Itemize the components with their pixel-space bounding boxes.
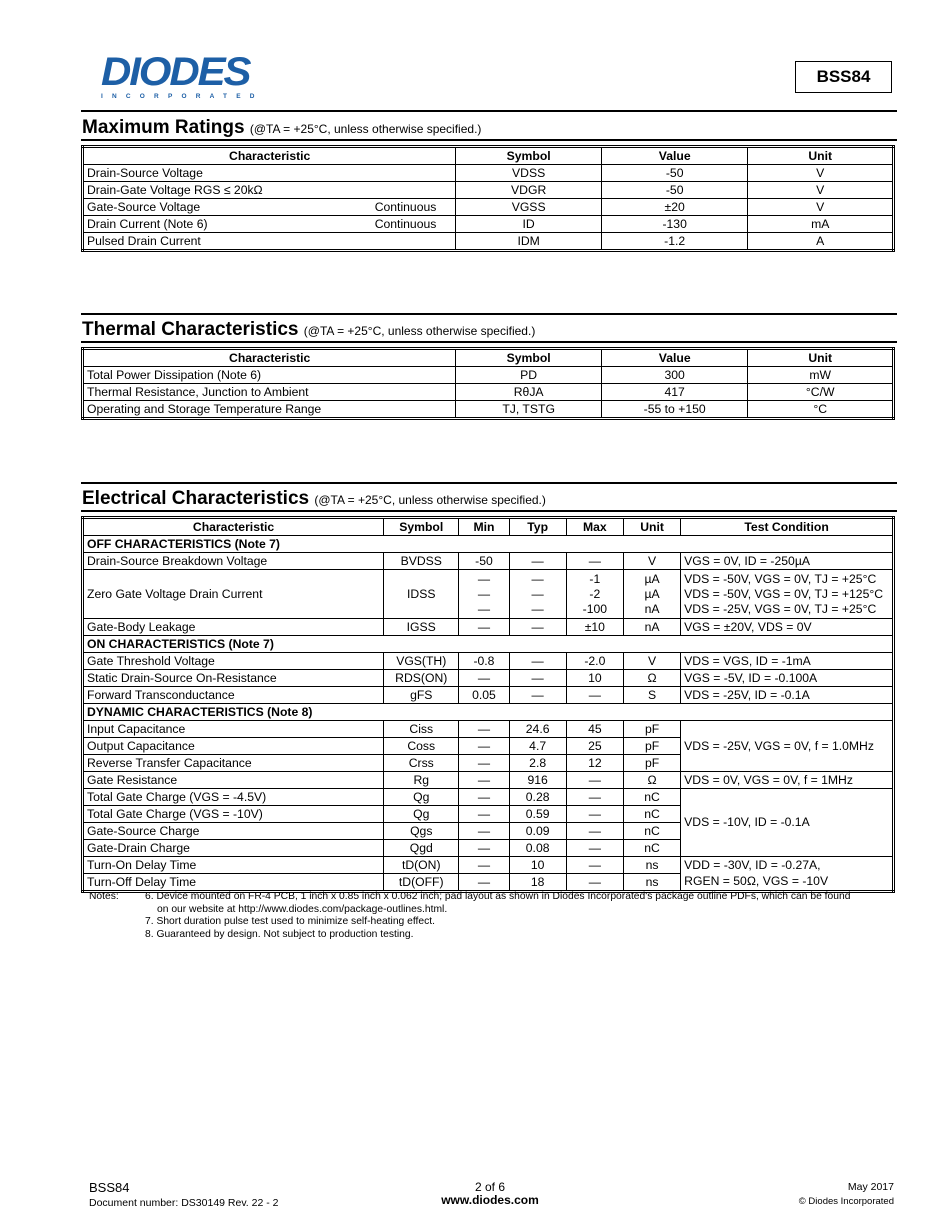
symbol-cell: BVDSS [384,553,459,570]
min-cell: 0.05 [459,687,509,704]
group-row [83,636,894,653]
footer-date: May 2017 [847,1181,894,1193]
group-label: ON CHARACTERISTICS (Note 7) [83,636,894,653]
test-condition-cell: VDD = -30V, ID = -0.27A, [681,857,894,874]
table-header-row [83,349,894,367]
symbol-cell: Coss [384,738,459,755]
characteristic-cell: Pulsed Drain Current [83,233,456,251]
test-condition-cell: RGEN = 50Ω, VGS = -10V [681,874,894,892]
max-value: -2 [589,586,601,601]
table-row [83,874,894,892]
table-header-row [83,147,894,165]
header-cell: Max [566,518,623,536]
table-row [83,570,894,619]
symbol-cell: tD(OFF) [384,874,459,892]
unit-cell: V [623,553,680,570]
max-cell: 45 [566,721,623,738]
unit-cell: V [748,199,894,216]
characteristic-note: Continuous [374,216,437,231]
max-ratings-table [81,145,895,252]
symbol-cell: VGSS [456,199,602,216]
section-rule [81,139,897,141]
max-cell: — [566,789,623,806]
test-condition-cell [681,570,894,619]
characteristic-cell: Gate Resistance [83,772,384,789]
test-condition-cell: VDS = VGS, ID = -1mA [681,653,894,670]
header-cell: Characteristic [83,147,456,165]
symbol-cell: VDSS [456,165,602,182]
min-cell: — [459,755,509,772]
symbol-cell: VDGR [456,182,602,199]
max-ratings-title: Maximum Ratings [82,117,245,138]
unit-cell: V [748,182,894,199]
table-row [83,670,894,687]
electrical-table [81,516,895,893]
footer-copyright: © Diodes Incorporated [798,1196,894,1207]
min-cell: — [459,738,509,755]
table-row [83,199,894,216]
table-row [83,619,894,636]
section-rule [81,341,897,343]
test-condition-cell: VDS = -10V, ID = -0.1A [681,789,894,857]
symbol-cell: tD(ON) [384,857,459,874]
unit-cell: pF [623,738,680,755]
typ-value: — [531,601,544,616]
part-number-box: BSS84 [795,61,892,93]
table-row [83,216,894,233]
unit-cell: Ω [623,772,680,789]
logo-subtitle: INCORPORATED [101,93,264,100]
footer-page-number: 2 of 6 [474,1180,506,1194]
header-cell: Symbol [456,349,602,367]
characteristic-text: Drain Current (Note 6) [87,216,208,231]
characteristic-cell: Output Capacitance [83,738,384,755]
max-value: -100 [582,601,608,616]
min-cell [459,570,509,619]
value-cell: -55 to +150 [601,401,748,419]
symbol-cell: IDM [456,233,602,251]
unit-cell: pF [623,755,680,772]
table-row [83,721,894,738]
table-row [83,401,894,419]
min-cell: -0.8 [459,653,509,670]
typ-value: — [531,571,544,586]
characteristic-cell: Total Power Dissipation (Note 6) [83,367,456,384]
characteristic-cell: Forward Transconductance [83,687,384,704]
group-row [83,704,894,721]
typ-cell: — [509,553,566,570]
header-cell: Characteristic [83,349,456,367]
min-value: — [477,601,491,616]
thermal-title: Thermal Characteristics [82,319,299,340]
value-cell: -130 [601,216,748,233]
min-cell: — [459,670,509,687]
symbol-cell: gFS [384,687,459,704]
symbol-cell: Qg [384,806,459,823]
symbol-cell: Qgs [384,823,459,840]
header-cell: Symbol [456,147,602,165]
min-cell: — [459,789,509,806]
unit-cell: mA [748,216,894,233]
symbol-cell: Ciss [384,721,459,738]
characteristic-cell: Total Gate Charge (VGS = -10V) [83,806,384,823]
section-rule [81,510,897,512]
unit-cell [623,570,680,619]
min-cell: — [459,721,509,738]
thermal-table [81,347,895,420]
condition-line: VDS = -50V, VGS = 0V, TJ = +25°C [684,571,877,586]
unit-cell: ns [623,857,680,874]
header-cell: Symbol [384,518,459,536]
table-header-row [83,518,894,536]
max-ratings-condition: (@TA = +25°C, unless otherwise specified.) [249,122,482,136]
max-cell: — [566,840,623,857]
section-title-thermal [82,319,535,341]
symbol-cell: RDS(ON) [384,670,459,687]
max-cell: — [566,857,623,874]
unit-cell: V [623,653,680,670]
header-cell: Test Condition [681,518,894,536]
value-cell: -50 [601,165,748,182]
notes-block [145,891,895,941]
section-rule [81,482,897,484]
symbol-cell: VGS(TH) [384,653,459,670]
header-rule [81,110,897,112]
typ-cell: 10 [509,857,566,874]
table-row [83,367,894,384]
unit-cell: nC [623,789,680,806]
note-6: 6. Device mounted on FR-4 PCB, 1 inch x 0.85 inch x 0.062 inch; pad layout as shown in Diodes Incorporated's package outline PDFs, which can be found [145,891,851,902]
condition-line: VDS = -50V, VGS = 0V, TJ = +125°C [684,586,884,601]
typ-cell: 24.6 [509,721,566,738]
characteristic-cell [83,216,456,233]
section-rule [81,313,897,315]
min-cell: — [459,840,509,857]
max-cell: ±10 [566,619,623,636]
max-cell: — [566,772,623,789]
value-cell: -1.2 [601,233,748,251]
symbol-cell: RθJA [456,384,602,401]
header-cell: Min [459,518,509,536]
characteristic-cell: Gate-Drain Charge [83,840,384,857]
symbol-cell: TJ, TSTG [456,401,602,419]
header-cell: Unit [748,349,894,367]
typ-value: — [531,586,544,601]
note-7: 7. Short duration pulse test used to minimize self-heating effect. [145,916,435,927]
table-row [83,553,894,570]
unit-cell: A [748,233,894,251]
unit-cell: °C [748,401,894,419]
symbol-cell: Crss [384,755,459,772]
typ-cell: — [509,670,566,687]
typ-cell: — [509,653,566,670]
characteristic-cell: Gate-Body Leakage [83,619,384,636]
unit-cell: °C/W [748,384,894,401]
typ-cell: 0.28 [509,789,566,806]
group-label: OFF CHARACTERISTICS (Note 7) [83,536,894,553]
header-cell: Value [601,147,748,165]
min-cell: — [459,772,509,789]
min-cell: — [459,857,509,874]
symbol-cell: PD [456,367,602,384]
characteristic-cell: Gate Threshold Voltage [83,653,384,670]
min-cell: — [459,619,509,636]
min-cell: — [459,823,509,840]
header-cell: Typ [509,518,566,536]
symbol-cell: IGSS [384,619,459,636]
footer-document-number: Document number: DS30149 Rev. 22 - 2 [89,1197,279,1209]
min-cell: — [459,806,509,823]
characteristic-cell: Drain-Gate Voltage RGS ≤ 20kΩ [83,182,456,199]
unit-cell: nA [623,619,680,636]
test-condition-cell: VDS = -25V, ID = -0.1A [681,687,894,704]
typ-cell: — [509,619,566,636]
max-cell: 25 [566,738,623,755]
notes-label: Notes: [89,891,119,902]
characteristic-cell: Total Gate Charge (VGS = -4.5V) [83,789,384,806]
group-row [83,536,894,553]
header-cell: Unit [748,147,894,165]
characteristic-cell: Drain-Source Voltage [83,165,456,182]
group-label: DYNAMIC CHARACTERISTICS (Note 8) [83,704,894,721]
footer-part-number: BSS84 [89,1180,130,1195]
note-8: 8. Guaranteed by design. Not subject to production testing. [145,928,414,940]
min-cell: -50 [459,553,509,570]
unit-cell: nC [623,806,680,823]
value-cell: -50 [601,182,748,199]
typ-cell [509,570,566,619]
typ-cell: 4.7 [509,738,566,755]
max-cell: — [566,553,623,570]
unit-cell: V [748,165,894,182]
max-cell: — [566,687,623,704]
characteristic-cell: Turn-On Delay Time [83,857,384,874]
symbol-cell: ID [456,216,602,233]
unit-cell: nC [623,840,680,857]
condition-line: VDS = -25V, VGS = 0V, TJ = +25°C [684,601,877,616]
value-cell: ±20 [601,199,748,216]
electrical-title: Electrical Characteristics [82,488,310,509]
max-value: -1 [589,571,601,586]
table-row [83,857,894,874]
note-6-continuation: on our website at http://www.diodes.com/package-outlines.html. [157,903,448,915]
characteristic-cell: Static Drain-Source On-Resistance [83,670,384,687]
max-cell: 12 [566,755,623,772]
footer-website: www.diodes.com [441,1193,539,1207]
min-value: — [477,586,491,601]
test-condition-cell: VDS = 0V, VGS = 0V, f = 1MHz [681,772,894,789]
header-cell: Characteristic [83,518,384,536]
unit-value: µA [644,586,660,601]
symbol-cell: Rg [384,772,459,789]
typ-cell: 18 [509,874,566,892]
table-row [83,165,894,182]
thermal-condition: (@TA = +25°C, unless otherwise specified.) [303,324,536,338]
unit-value: nA [644,601,660,616]
company-logo [101,52,271,100]
unit-cell: nC [623,823,680,840]
max-cell: — [566,806,623,823]
electrical-condition: (@TA = +25°C, unless otherwise specified.) [314,493,546,507]
characteristic-cell: Gate-Source Charge [83,823,384,840]
test-condition-cell: VGS = 0V, ID = -250µA [681,553,894,570]
typ-cell: 0.09 [509,823,566,840]
typ-cell: 916 [509,772,566,789]
min-cell: — [459,874,509,892]
table-row [83,687,894,704]
section-title-max-ratings [82,117,481,139]
typ-cell: 0.59 [509,806,566,823]
test-condition-cell: VGS = -5V, ID = -0.100A [681,670,894,687]
max-cell: 10 [566,670,623,687]
typ-cell: — [509,687,566,704]
characteristic-cell: Operating and Storage Temperature Range [83,401,456,419]
table-row [83,384,894,401]
symbol-cell: Qgd [384,840,459,857]
unit-cell: mW [748,367,894,384]
unit-cell: S [623,687,680,704]
max-cell [566,570,623,619]
max-cell: — [566,874,623,892]
table-row [83,182,894,199]
table-row [83,233,894,251]
characteristic-cell: Zero Gate Voltage Drain Current [83,570,384,619]
unit-value: µA [644,571,660,586]
max-cell: -2.0 [566,653,623,670]
header-cell: Value [601,349,748,367]
max-cell: — [566,823,623,840]
typ-cell: 2.8 [509,755,566,772]
characteristic-cell [83,199,456,216]
test-condition-cell: VDS = -25V, VGS = 0V, f = 1.0MHz [681,721,894,772]
value-cell: 417 [601,384,748,401]
table-row [83,653,894,670]
unit-cell: ns [623,874,680,892]
table-row [83,772,894,789]
characteristic-cell: Thermal Resistance, Junction to Ambient [83,384,456,401]
test-condition-cell: VGS = ±20V, VDS = 0V [681,619,894,636]
symbol-cell: IDSS [384,570,459,619]
typ-cell: 0.08 [509,840,566,857]
unit-cell: Ω [623,670,680,687]
characteristic-cell: Input Capacitance [83,721,384,738]
value-cell: 300 [601,367,748,384]
characteristic-cell: Reverse Transfer Capacitance [83,755,384,772]
min-value: — [477,571,491,586]
characteristic-note: Continuous [374,199,437,214]
header-cell: Unit [623,518,680,536]
characteristic-cell: Turn-Off Delay Time [83,874,384,892]
characteristic-cell: Drain-Source Breakdown Voltage [83,553,384,570]
logo-wordmark: DIODES [101,50,250,94]
characteristic-text: Gate-Source Voltage [87,199,201,214]
symbol-cell: Qg [384,789,459,806]
section-title-electrical [82,488,546,510]
unit-cell: pF [623,721,680,738]
table-row [83,789,894,806]
